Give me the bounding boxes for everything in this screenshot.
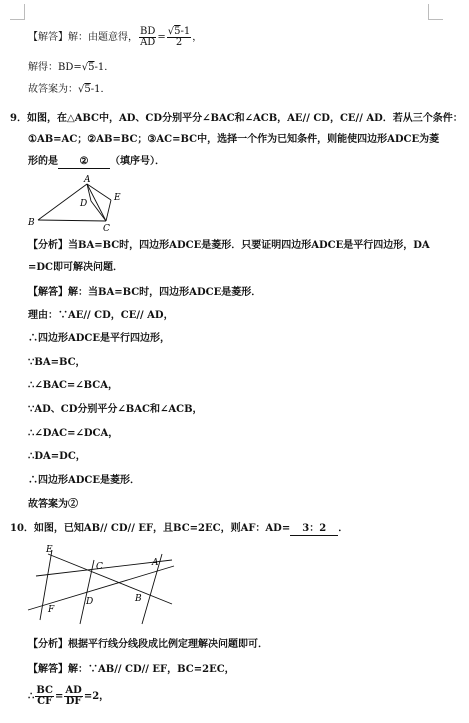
segment-ac <box>87 184 106 221</box>
solution-9-line-7: ∴∠DAC=∠DCA， <box>28 428 119 439</box>
figure-label-b: B <box>28 218 35 228</box>
figure-9-triangle <box>24 172 154 236</box>
solution-9-line-8: ∴DA=DC， <box>28 451 86 462</box>
segment-dc <box>91 201 106 221</box>
question-text: （填序号）． <box>110 156 165 167</box>
fraction-bc-cf <box>35 686 54 707</box>
question-10 <box>10 523 348 536</box>
solution-9-line-1: 【解答】解：当BA=BC时，四边形ADCE是菱形． <box>28 287 262 298</box>
question-9-line-3 <box>28 156 165 169</box>
equals-sign: = <box>157 32 166 43</box>
solution-9-line-4: ∵BA=BC， <box>28 357 86 368</box>
sqrt-radicand: 5 <box>88 62 95 73</box>
solve-tail: -1． <box>94 62 115 73</box>
answer-blank: ② <box>58 156 110 169</box>
fraction-bd-ad <box>139 27 156 48</box>
analysis-9-line-1: 【分析】当BA=BC时，四边形ADCE是菱形．只要证明四边形ADCE是平行四边形，DA <box>28 240 430 251</box>
solution-10-line-2 <box>28 686 109 707</box>
solution-10-line-1: 【解答】解：∵AB// CD// EF，BC=2EC， <box>28 664 235 675</box>
sqrt-radicand: 5 <box>174 26 181 37</box>
question-9-line-1: 9．如图，在△ABC中，AD、CD分别平分∠BAC和∠ACB，AE// CD，CE// AD．若从三个条件： <box>10 113 463 124</box>
figure-label-b: B <box>135 594 142 604</box>
fraction-numerator: BC <box>36 685 53 696</box>
solution-9-answer: 故答案为② <box>28 499 78 510</box>
figure-label-e: E <box>114 193 121 203</box>
figure-label-e: E <box>46 545 53 555</box>
solution-9-line-6: ∵AD、CD分别平分∠BAC和∠ACB， <box>28 404 203 415</box>
equation-tail: =2， <box>83 691 110 702</box>
answer-blank: 3：2 <box>290 523 338 536</box>
figure-label-f: F <box>48 605 55 615</box>
fraction-root5-minus1-over-2 <box>167 27 192 48</box>
analysis-9-line-2: =DC即可解决问题． <box>28 262 124 273</box>
question-9-line-2: ①AB=AC；②AB=BC；③AC=BC中，选择一个作为已知条件，则能使四边形ADCE为菱 <box>28 134 440 145</box>
question-text: ． <box>338 523 349 534</box>
figure-label-a: A <box>84 175 91 185</box>
solution-9-line-2: 理由：∵AE// CD，CE// AD， <box>28 310 174 321</box>
question-text: 形的是 <box>28 156 58 167</box>
minus-one: -1 <box>180 26 191 37</box>
fraction-denominator: DF <box>65 696 82 707</box>
corner-mark-right-h <box>428 19 443 20</box>
fraction-numerator: BD <box>140 26 156 37</box>
corner-mark-left-v <box>24 4 25 19</box>
fraction-denominator: 2 <box>175 37 183 48</box>
fraction-denominator: AD <box>140 37 156 48</box>
sqrt-radicand: 5 <box>84 84 91 95</box>
solution-line-3 <box>28 84 111 96</box>
figure-label-a: A <box>152 558 159 568</box>
equals-sign: = <box>54 691 64 702</box>
figure-label-d: D <box>86 597 94 607</box>
analysis-10: 【分析】根据平行线分线段成比例定理解决问题即可． <box>28 639 268 650</box>
figure-label-c: C <box>96 562 103 572</box>
figure-label-c: C <box>103 224 110 234</box>
fraction-numerator: AD <box>65 685 82 696</box>
corner-mark-left-h <box>10 19 25 20</box>
corner-mark-right-v <box>428 4 429 19</box>
solution-9-line-9: ∴四边形ADCE是菱形． <box>28 475 141 486</box>
solution-line-2 <box>28 62 114 74</box>
segment-ec <box>106 200 111 221</box>
comma: ， <box>192 32 203 43</box>
segment-bc <box>38 220 106 221</box>
solution-9-line-3: ∴四边形ADCE是平行四边形， <box>28 333 171 344</box>
question-text: 10．如图，已知AB// CD// EF，且BC=2EC，则AF：AD= <box>10 523 291 534</box>
figure-label-d: D <box>80 199 88 209</box>
fraction-denominator: CF <box>37 696 53 707</box>
sqrt-sign: √ <box>167 26 175 37</box>
answer-text: 故答案为：√ <box>28 84 85 95</box>
solution-9-line-5: ∴∠BAC=∠BCA， <box>28 380 119 391</box>
therefore-symbol: ∴ <box>28 691 35 702</box>
answer-tail: -1． <box>90 84 111 95</box>
fraction-ad-df <box>64 686 82 707</box>
figure-10-parallel-lines <box>22 538 182 628</box>
solve-text: 解得：BD=√ <box>28 62 89 73</box>
solution-intro: 【解答】解：由题意得， <box>28 32 138 43</box>
solution-line-1 <box>28 27 202 48</box>
